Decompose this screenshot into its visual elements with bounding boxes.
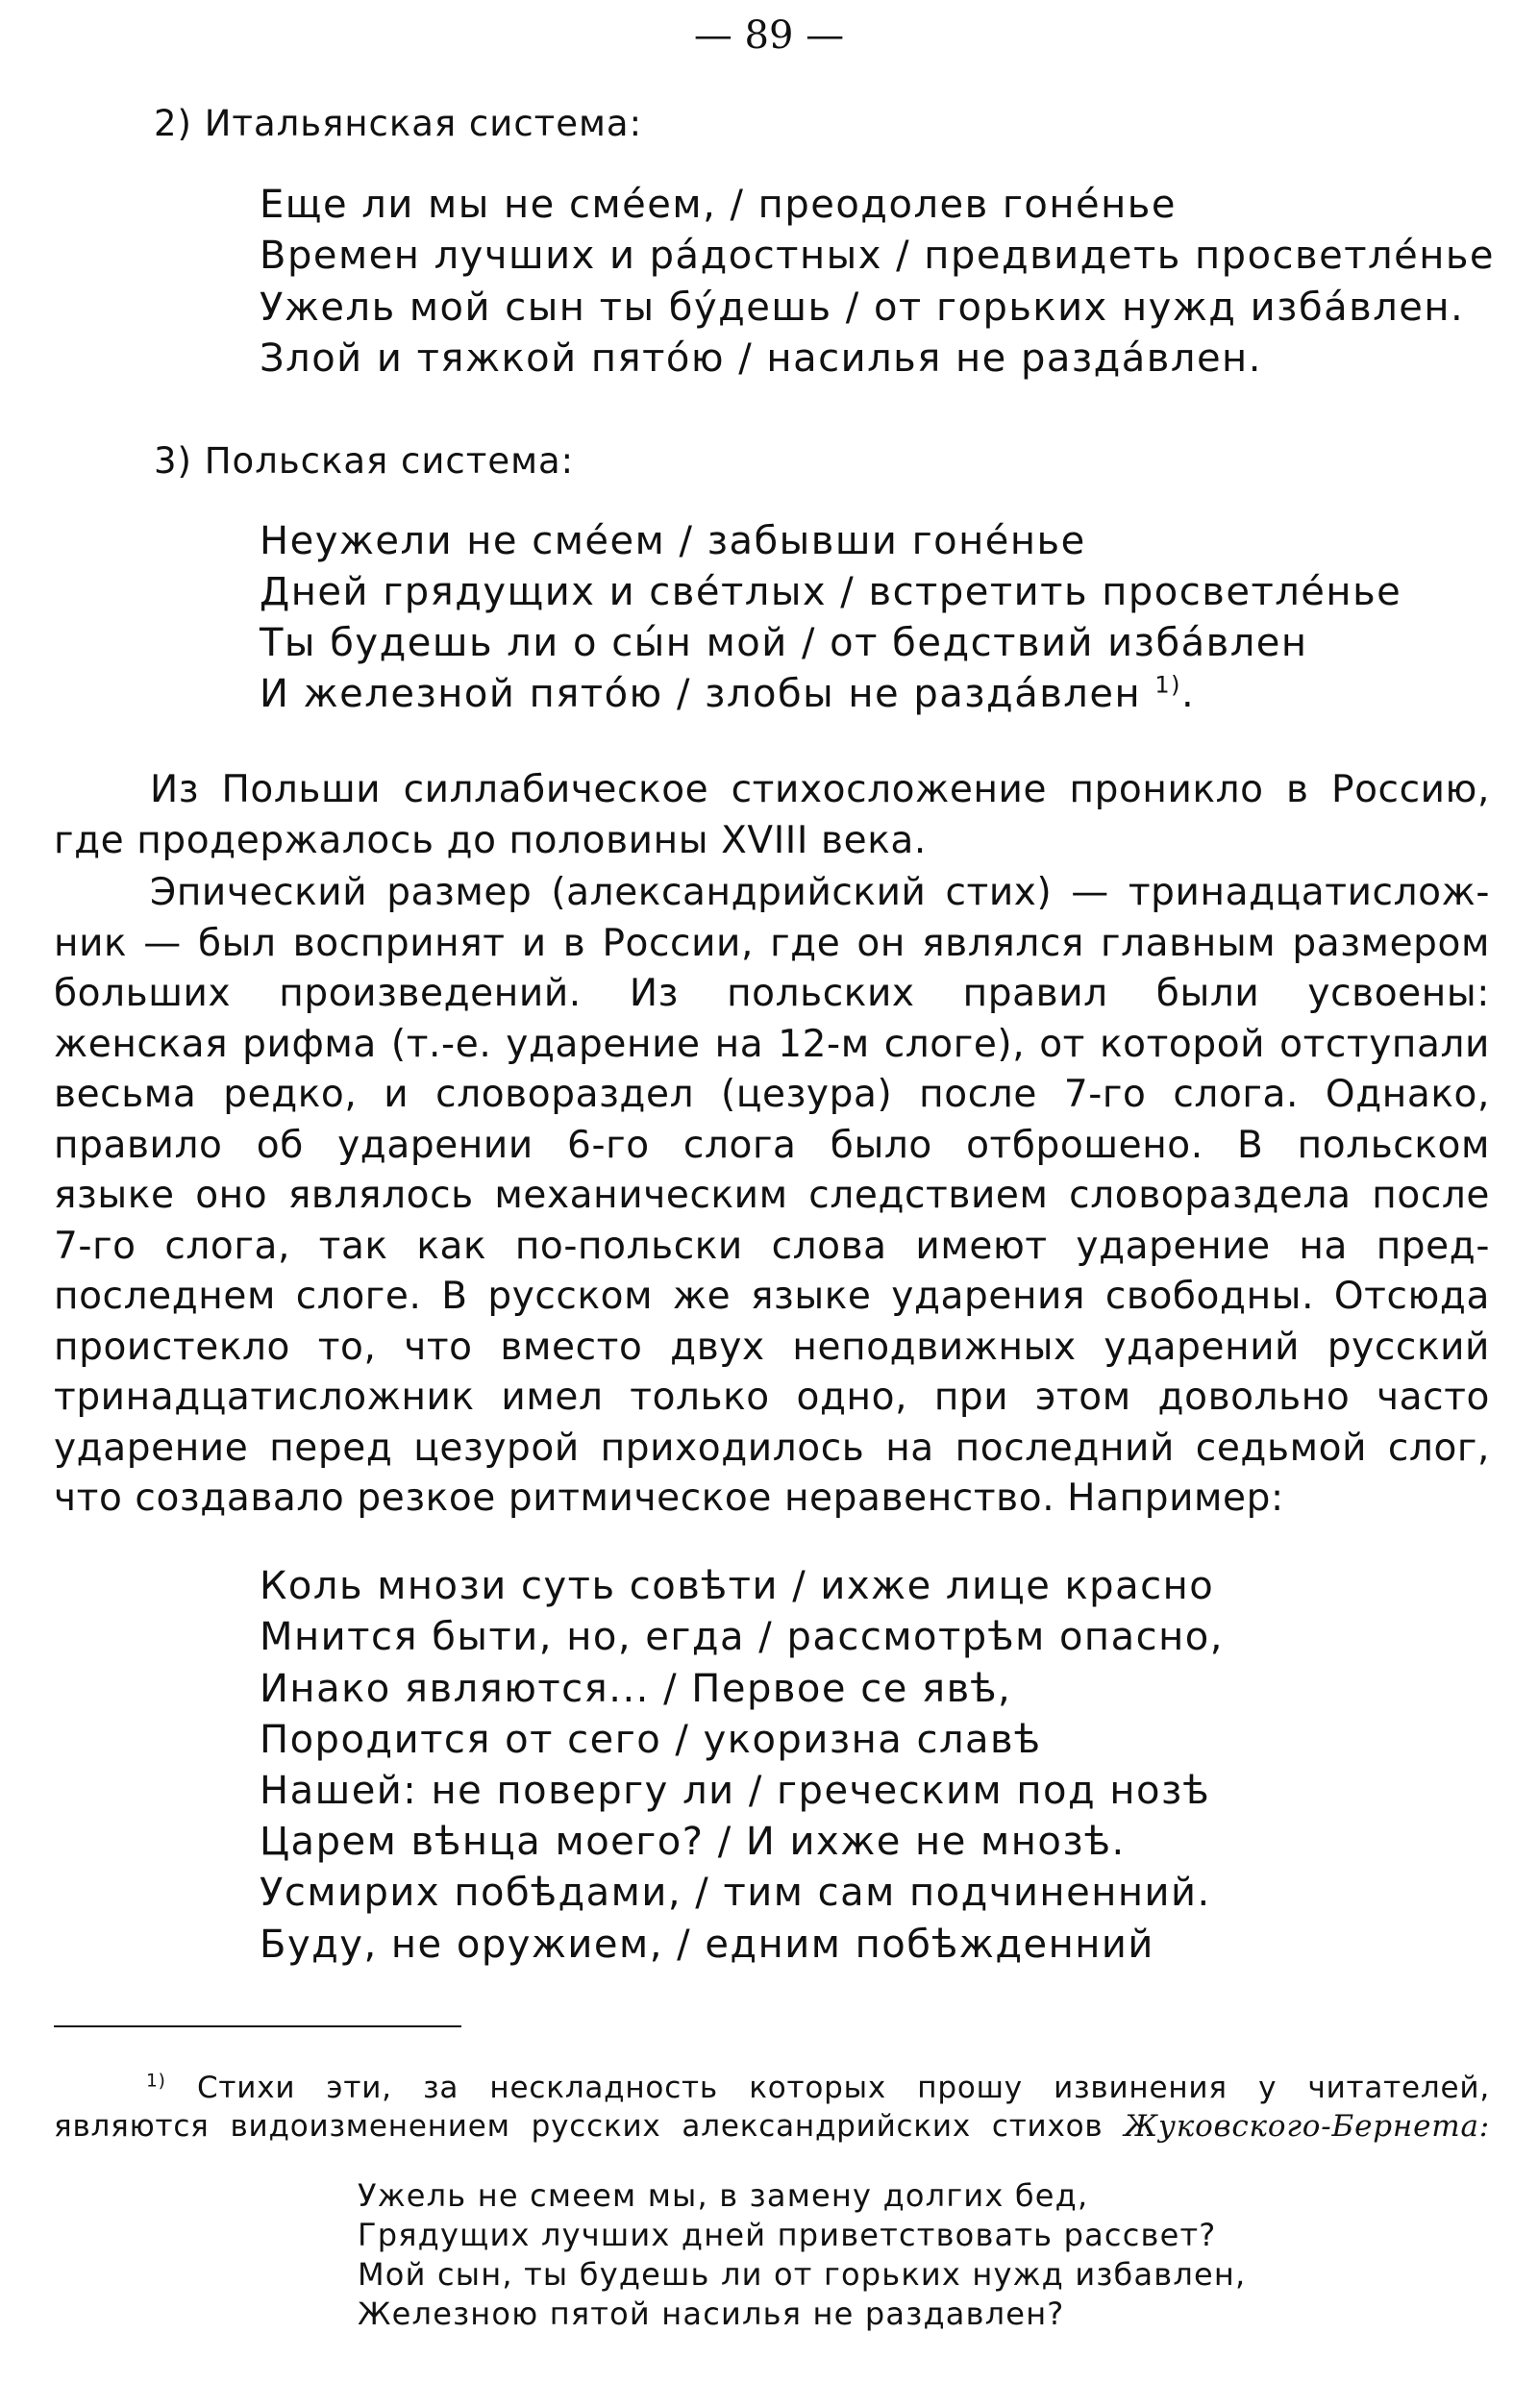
example-verse-line: Коль мнози суть совѣти / ихже лице красно: [260, 1564, 1215, 1608]
paragraph-line: языке оно являлось механическим следствием словораздела после: [54, 1174, 1490, 1217]
footnote-author: Жуковского-Бернета:: [1124, 2109, 1490, 2144]
polish-verse-line: Ты будешь ли о сы́н мой / от бедствий избáвлен: [260, 621, 1308, 665]
paragraph-line: что создавало резкое ритмическое неравенство. Например:: [54, 1477, 1284, 1520]
paragraph-line: тринадцатисложник имел только одно, при этом довольно часто: [54, 1376, 1490, 1419]
example-verse-line: Инако являются... / Первое се явѣ,: [260, 1667, 1012, 1711]
footnote-separator: [54, 2025, 461, 2027]
paragraph-epic-meter: [54, 868, 1490, 1525]
paragraph-line: последнем слоге. В русском же языке ударения свободны. Отсюда: [54, 1275, 1490, 1318]
footnote-line: [54, 2069, 1490, 2107]
example-verse-line: Породится от сего / укоризна славѣ: [260, 1718, 1042, 1762]
footnote-mark: 1): [146, 2071, 166, 2092]
page-number: — 89 —: [693, 13, 845, 58]
paragraph-line: весьма редко, и словораздел (цезура) после 7-го слога. Однако,: [54, 1073, 1490, 1116]
footnote-text: Стихи эти, за нескладность которых прошу извинения у читателей,: [196, 2071, 1491, 2105]
polish-verse-line-last: [260, 672, 1195, 716]
footnote-reference: 1): [1154, 671, 1181, 699]
polish-verse-end: .: [1180, 672, 1196, 716]
polish-verse-line: Дней грядущих и свéтлых / встретить просветлéнье: [260, 570, 1402, 614]
footnote: [54, 2069, 1490, 2146]
paragraph-line: Из Польши силлабическое стихосложение проникло в Россию,: [150, 768, 1490, 811]
footnote-verse-line: Грядущих лучших дней приветствовать рассвет?: [358, 2217, 1217, 2253]
paragraph-line: 7-го слога, так как по-польски слова имеют ударение на пред-: [54, 1224, 1490, 1268]
example-verse-line: Нашей: не повергу ли / греческим под нозѣ: [260, 1769, 1211, 1813]
example-verse-line: Царем вѣнца моего? / И ихже не мнозѣ.: [260, 1820, 1126, 1864]
paragraph-line: ударение перед цезурой приходилось на последний седьмой слог,: [54, 1426, 1490, 1470]
paragraph-poland: [54, 765, 1490, 866]
footnote-verse-line: Железною пятой насилья не раздавлен?: [358, 2296, 1065, 2332]
paragraph-line: ник — был воспринят и в России, где он являлся главным размером: [54, 921, 1490, 965]
polish-verse-text: И железной пятóю / злобы не раздáвлен: [260, 672, 1142, 716]
italian-system-heading: 2) Итальянская система:: [154, 103, 643, 144]
footnote-verse-line: Мой сын, ты будешь ли от горьких нужд избавлен,: [358, 2256, 1247, 2293]
paragraph-line: где продержалось до половины XVIII века.: [54, 818, 927, 862]
footnote-line: [54, 2107, 1490, 2146]
footnote-text: являются видоизменением русских александрийских стихов: [54, 2109, 1104, 2144]
example-verse-line: Мнится быти, но, егда / рассмотрѣм опасно,: [260, 1615, 1224, 1659]
paragraph-line: женская рифма (т.-е. ударение на 12-м слоге), от которой отступали: [54, 1022, 1490, 1066]
footnote-verse-line: Ужель не смеем мы, в замену долгих бед,: [358, 2177, 1089, 2214]
example-verse-line: Усмирих побѣдами, / тим сам подчиненний.: [260, 1871, 1211, 1915]
italian-verse-line: Ужель мой сын ты бýдешь / от горьких нужд избáвлен.: [260, 285, 1465, 330]
polish-system-heading: 3) Польская система:: [154, 440, 575, 482]
italian-verse-line: Еще ли мы не смéем, / преодолев гонéнье: [260, 183, 1177, 227]
italian-verse-line: Времен лучших и рáдостных / предвидеть просветлéнье: [260, 234, 1496, 278]
italian-verse-line: Злой и тяжкой пятóю / насилья не раздáвлен.: [260, 336, 1262, 381]
paragraph-line: больших произведений. Из польских правил были усвоены:: [54, 972, 1490, 1015]
example-verse-line: Буду, не оружием, / едним побѣжденний: [260, 1923, 1154, 1967]
polish-verse-line: Неужели не смéем / забывши гонéнье: [260, 519, 1086, 563]
paragraph-line: проистекло то, что вместо двух неподвижных ударений русский: [54, 1325, 1490, 1369]
paragraph-line: Эпический размер (александрийский стих) — тринадцатислож-: [150, 871, 1490, 914]
paragraph-line: правило об ударении 6-го слога было отброшено. В польском: [54, 1123, 1490, 1167]
